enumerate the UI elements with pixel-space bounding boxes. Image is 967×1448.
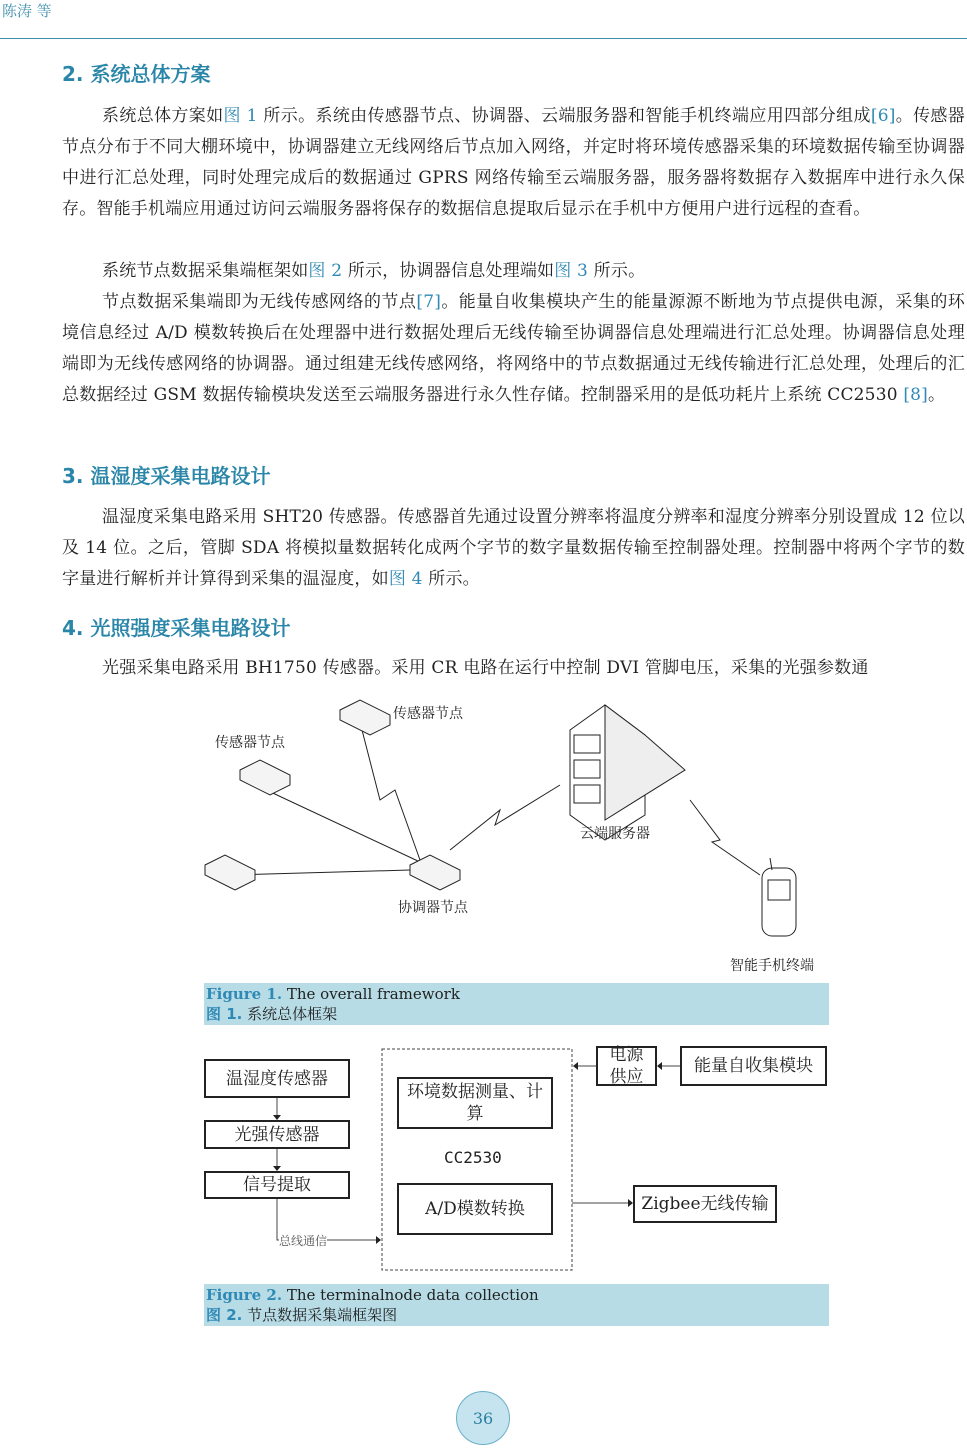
label-cloud-server: 云端服务器: [580, 826, 650, 842]
figure-2-caption: [204, 1284, 829, 1326]
section-heading-2: 2. 系统总体方案: [62, 62, 211, 86]
label-bus-communication: 总线通信: [279, 1234, 328, 1248]
text: 。传感器节点分布于不同大棚环境中，协调器建立无线网络后节点加入网络，并定时将环境传感器采集的环境数据传输至协调器中进行汇总处理，同时处理完成后的数据通过 GPRS 网络传输至云端服务器，服务器将数据存入数据库中进行永久保存。智能手机端应用通过访问云端服务器将保存的数据信息提取后显示在手机中方便用户进行远程的查看。: [62, 106, 965, 219]
box-light-sensor: 光强传感器: [204, 1120, 350, 1149]
citation-link[interactable]: [8]: [903, 385, 929, 405]
text: 。: [928, 385, 946, 405]
box-adc: A/D模数转换: [397, 1183, 553, 1235]
caption-label: Figure 1.: [206, 985, 283, 1003]
box-power-supply: 电源供应: [596, 1046, 657, 1086]
box-env-measure: 环境数据测量、计算: [397, 1077, 553, 1129]
text: 系统节点数据采集端框架如: [102, 261, 309, 281]
figure-link[interactable]: 图 2: [308, 261, 343, 281]
text: 所示，协调器信息处理端如: [342, 261, 555, 281]
text: 光强采集电路采用 BH1750 传感器。采用 CR 电路在运行中控制 DVI 管脚电压，采集的光强参数通: [102, 658, 869, 678]
text: 节点数据采集端即为无线传感网络的节点: [102, 292, 417, 312]
page-number: 36: [456, 1391, 510, 1445]
figure-link[interactable]: 图 4: [388, 569, 423, 589]
text: 温湿度采集电路采用 SHT20 传感器。传感器首先通过设置分辨率将温度分辨率和湿度分辨率分别设置成 12 位以及 14 位。之后，管脚 SDA 将模拟量数据转化成两个字节的数字量数据传输至控制器处理。控制器中将两个字节的数字量进行解析并计算得到采集的温湿度，如: [62, 507, 965, 589]
caption-text: 节点数据采集端框架图: [242, 1306, 398, 1324]
label-cc2530: CC2530: [444, 1148, 502, 1167]
figure-link[interactable]: 图 1: [223, 106, 258, 126]
label-coordinator-node: 协调器节点: [398, 900, 468, 916]
box-signal-extraction: 信号提取: [204, 1171, 350, 1199]
caption-text: The overall framework: [282, 985, 460, 1003]
caption-label: Figure 2.: [206, 1286, 283, 1304]
caption-text: The terminalnode data collection: [282, 1286, 539, 1304]
text: 所示。: [588, 261, 646, 281]
citation-link[interactable]: [6]: [870, 106, 896, 126]
section-heading-3: 3. 温湿度采集电路设计: [62, 464, 271, 488]
caption-label: 图 2.: [206, 1306, 243, 1324]
caption-label: 图 1.: [206, 1005, 243, 1023]
running-header-authors: 陈涛 等: [2, 2, 52, 20]
box-temp-humidity-sensor: 温湿度传感器: [204, 1059, 350, 1098]
text: 所示。系统由传感器节点、协调器、云端服务器和智能手机终端应用四部分组成: [257, 106, 871, 126]
citation-link[interactable]: [7]: [416, 292, 442, 312]
box-energy-harvest: 能量自收集模块: [680, 1046, 827, 1086]
label-sensor-node: 传感器节点: [393, 706, 463, 722]
section-heading-4: 4. 光照强度采集电路设计: [62, 616, 291, 640]
text: 所示。: [422, 569, 480, 589]
box-zigbee: Zigbee无线传输: [633, 1185, 777, 1223]
text: 。能量自收集模块产生的能量源源不断地为节点提供电源，采集的环境信息经过 A/D 模数转换后在处理器中进行数据处理后无线传输至协调器信息处理端进行汇总处理。协调器信息处理端即为无线传感网络的协调器。通过组建无线传感网络，将网络中的节点数据通过无线传输进行汇总处理，处理后的汇总数据经过 GSM 数据传输模块发送至云端服务器进行永久性存储。控制器采用的是低功耗片上系统 CC2530: [62, 292, 966, 405]
caption-text: 系统总体框架: [242, 1005, 338, 1023]
text: 系统总体方案如: [102, 106, 224, 126]
label-sensor-node: 传感器节点: [215, 735, 285, 751]
label-smartphone: 智能手机终端: [730, 958, 814, 974]
figure-link[interactable]: 图 3: [554, 261, 589, 281]
